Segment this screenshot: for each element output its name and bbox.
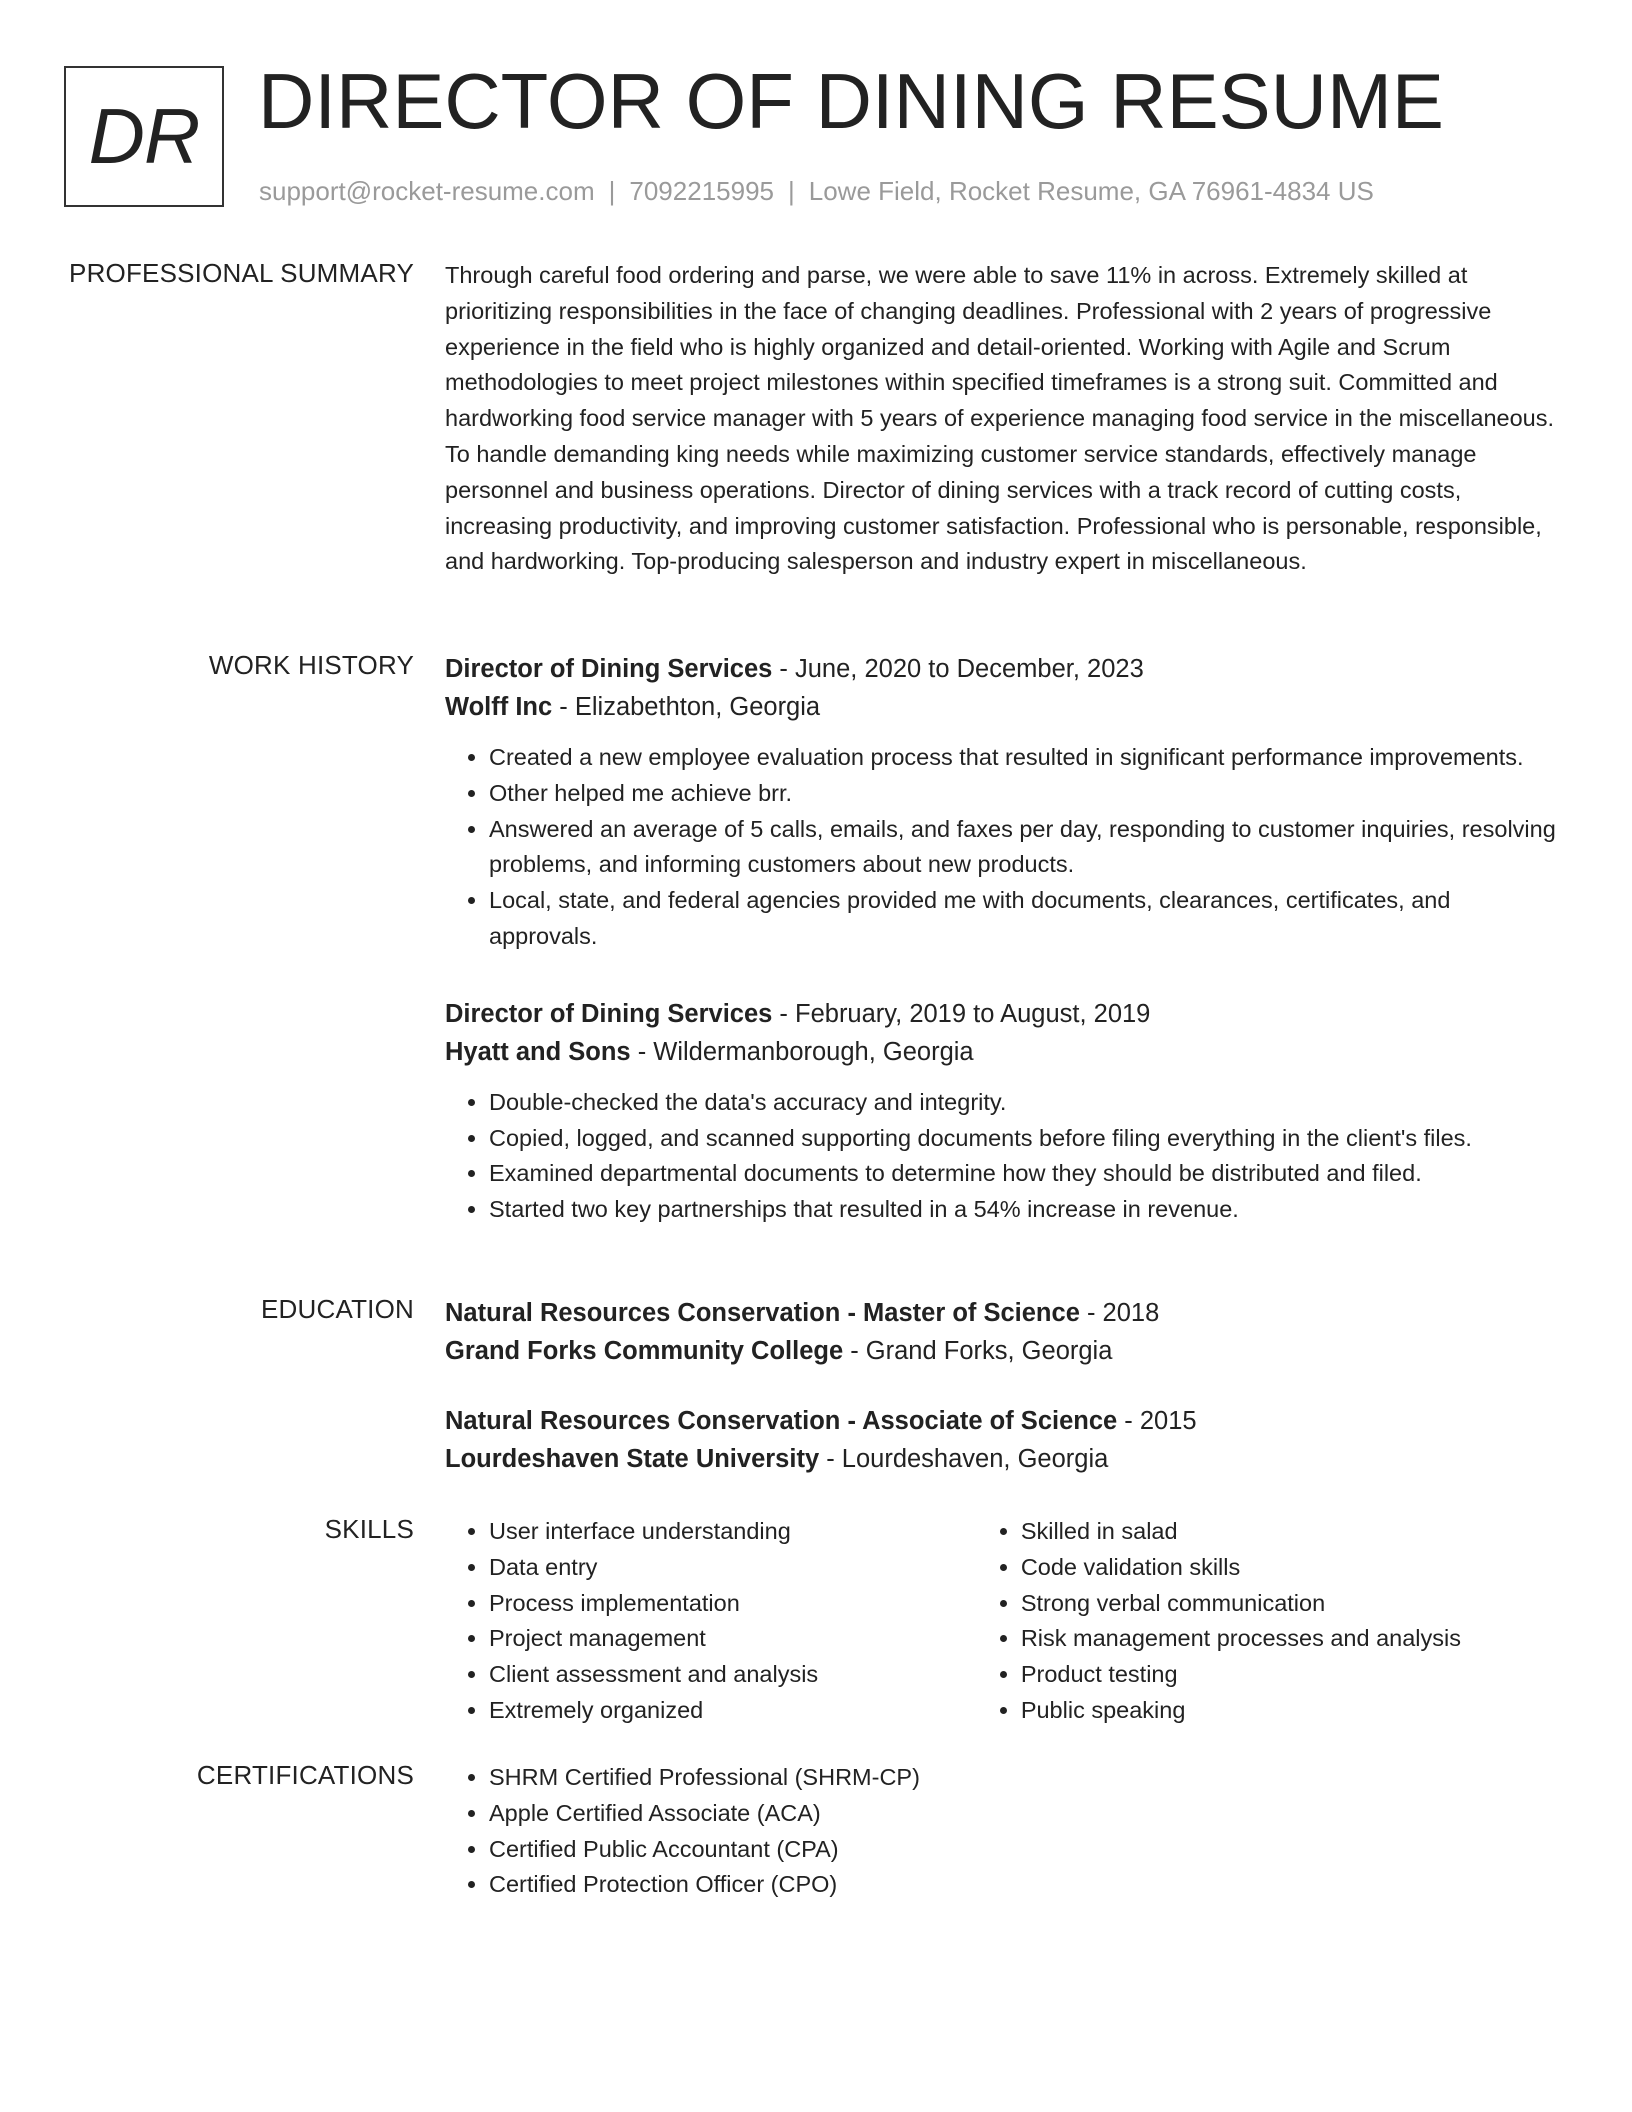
job-bullet: • Examined departmental documents to determine how they should be distributed and filed. [489, 1156, 1565, 1192]
certification-item: • SHRM Certified Professional (SHRM-CP) [489, 1760, 1565, 1796]
skill-item: • Risk management processes and analysis [1021, 1621, 1565, 1657]
job-bullet: • Created a new employee evaluation process that resulted in significant performance improvements. [489, 740, 1565, 776]
contact-separator: | [608, 176, 616, 206]
contact-address: Lowe Field, Rocket Resume, GA 76961-4834 US [808, 176, 1374, 206]
skill-item: • Process implementation [489, 1586, 977, 1622]
job-title-line [445, 650, 1565, 688]
certifications-list [445, 1760, 1565, 1903]
school-location: - Grand Forks, Georgia [843, 1337, 1113, 1365]
job-title: Director of Dining Services [445, 999, 773, 1028]
certification-item: • Certified Protection Officer (CPO) [489, 1867, 1565, 1903]
job-location: - Wildermanborough, Georgia [630, 1037, 974, 1066]
summary-text: Through careful food ordering and parse, we were able to save 11% in across. Extremely skilled at prioritizing responsibilities in the face of changing deadlines. Professional with 2 years of progressive experience in the field who is highly organized and detail-oriented. Working with Agile and Scrum methodologies to meet project milestones within specified timeframes is a strong suit. Committed and hardworking food service manager with 5 years of experience managing food service in the miscellaneous. To handle demanding king needs while maximizing customer service standards, effectively manage personnel and business operations. Director of dining services with a track record of cutting costs, increasing productivity, and improving customer satisfaction. Professional who is personable, responsible, and hardworking. Top-producing salesperson and industry expert in miscellaneous. [445, 262, 1555, 575]
job-company-line [445, 688, 1565, 726]
section-label-work: WORK HISTORY [208, 650, 414, 680]
degree-line [445, 1294, 1565, 1332]
section-label-skills: SKILLS [324, 1514, 414, 1544]
school-line [445, 1440, 1565, 1478]
skill-item: • Code validation skills [1021, 1550, 1565, 1586]
monogram-logo: DR [64, 66, 224, 207]
skill-item: • Project management [489, 1621, 977, 1657]
job-bullet: • Copied, logged, and scanned supporting documents before filing everything in the client's files. [489, 1121, 1565, 1157]
certification-item: • Apple Certified Associate (ACA) [489, 1796, 1565, 1832]
job-title-line [445, 995, 1565, 1033]
degree-year: - 2015 [1117, 1407, 1197, 1435]
job-entry [445, 995, 1565, 1228]
job-bullet: • Started two key partnerships that resulted in a 54% increase in revenue. [489, 1192, 1565, 1228]
job-title: Director of Dining Services [445, 655, 773, 683]
job-bullets [445, 1085, 1565, 1228]
skill-item: • User interface understanding [489, 1514, 977, 1550]
section-label-summary: PROFESSIONAL SUMMARY [69, 258, 414, 288]
degree-line [445, 1402, 1565, 1440]
job-company: Wolff Inc [445, 693, 553, 721]
job-entry [445, 650, 1565, 955]
school-location: - Lourdeshaven, Georgia [819, 1445, 1109, 1473]
job-bullets [445, 740, 1565, 955]
job-bullet: • Other helped me achieve brr. [489, 776, 1565, 812]
certification-item: • Certified Public Accountant (CPA) [489, 1832, 1565, 1868]
contact-separator: | [788, 176, 795, 206]
job-bullet: • Local, state, and federal agencies provided me with documents, clearances, certificates, and approvals. [489, 883, 1565, 955]
degree: Natural Resources Conservation - Master of Science [445, 1299, 1080, 1327]
degree-year: - 2018 [1079, 1299, 1160, 1327]
contact-line [259, 176, 1374, 207]
skills-list-left [445, 1514, 977, 1729]
skills-list-right [977, 1514, 1565, 1729]
section-label-certifications: CERTIFICATIONS [196, 1760, 414, 1790]
school-line [445, 1332, 1565, 1370]
school: Grand Forks Community College [445, 1337, 844, 1365]
job-location: - Elizabethton, Georgia [552, 693, 821, 721]
job-dates: - February, 2019 to August, 2019 [772, 999, 1151, 1028]
school: Lourdeshaven State University [445, 1445, 820, 1473]
contact-email: support@rocket-resume.com [259, 176, 595, 206]
section-label-education: EDUCATION [261, 1294, 414, 1324]
job-company-line [445, 1033, 1565, 1071]
skill-item: • Product testing [1021, 1657, 1565, 1693]
skill-item: • Client assessment and analysis [489, 1657, 977, 1693]
skill-item: • Extremely organized [489, 1693, 977, 1729]
education-entry [445, 1402, 1565, 1478]
skill-item: • Data entry [489, 1550, 977, 1586]
job-company: Hyatt and Sons [445, 1037, 631, 1066]
skill-item: • Skilled in salad [1021, 1514, 1565, 1550]
degree: Natural Resources Conservation - Associate of Science [445, 1407, 1118, 1435]
job-bullet: • Double-checked the data's accuracy and integrity. [489, 1085, 1565, 1121]
contact-phone: 7092215995 [629, 176, 774, 206]
page-title: DIRECTOR OF DINING RESUME [258, 57, 1444, 145]
job-dates: - June, 2020 to December, 2023 [772, 655, 1144, 683]
skill-item: • Public speaking [1021, 1693, 1565, 1729]
skill-item: • Strong verbal communication [1021, 1586, 1565, 1622]
job-bullet: • Answered an average of 5 calls, emails, and faxes per day, responding to customer inquiries, resolving problems, and informing customers about new products. [489, 812, 1565, 884]
education-entry [445, 1294, 1565, 1370]
skills-columns [445, 1514, 1565, 1729]
